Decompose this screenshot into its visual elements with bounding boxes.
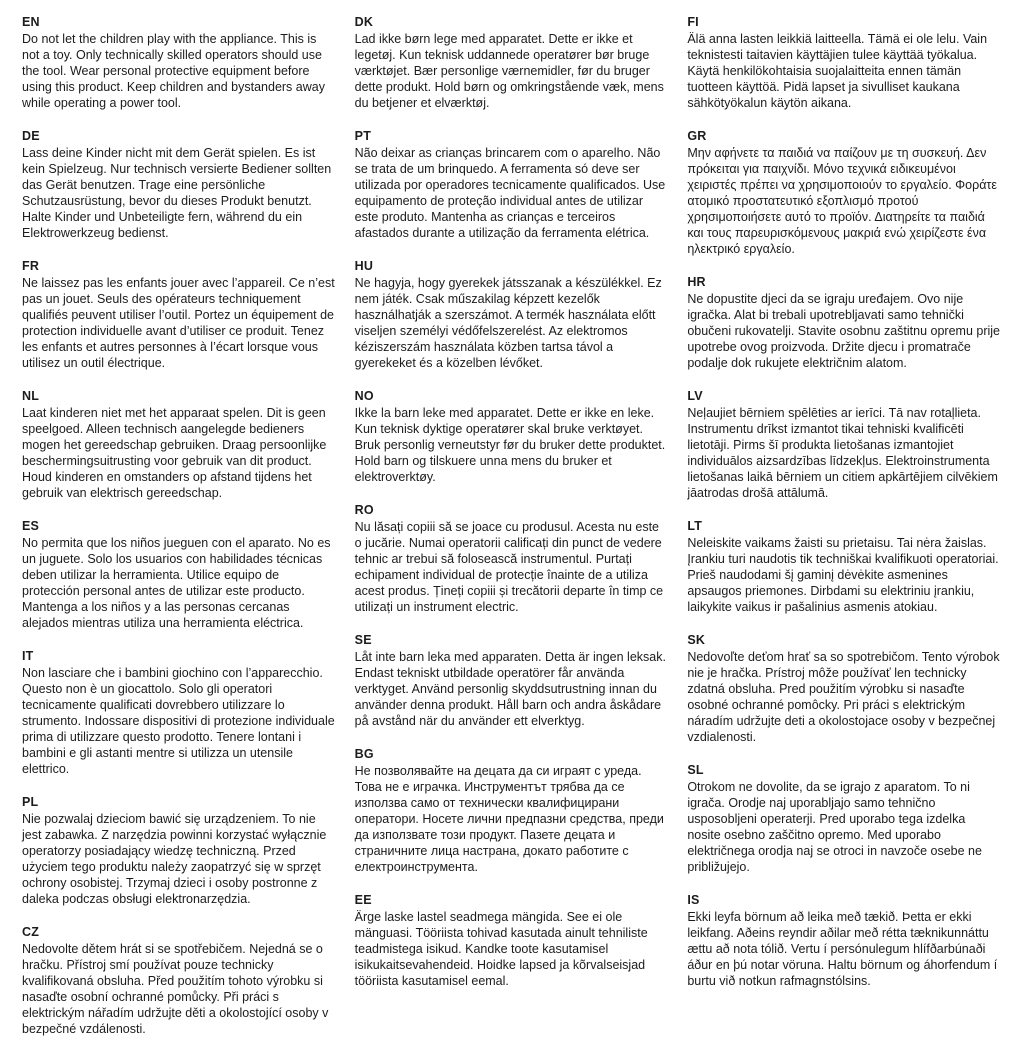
- language-code: IS: [687, 893, 700, 907]
- language-code: PL: [22, 795, 39, 809]
- language-code: FR: [22, 259, 40, 273]
- safety-text: Ne dopustite djeci da se igraju uređajem. Ovo nije igračka. Alat bi trebali upotrebljavati samo tehnički obučeni rukovatelji. Stavite osobnu zaštitnu opremu prije upotrebe ovog proizvoda. Držite djecu i promatrače podalje dok rukujete električnim alatom.: [687, 292, 1001, 370]
- column-3: [687, 14, 1002, 1054]
- language-section-is: [687, 892, 1002, 989]
- language-section-it: [22, 648, 337, 777]
- safety-text: Ärge laske lastel seadmega mängida. See ei ole mänguasi. Tööriista tohivad kasutada ainult tehniliste teadmistega isikud. Kandke toote kasutamisel isikukaitsevahendeid. Hoidke lapsed ja kõrvalseisjad tööriista kasutamisel eemal.: [354, 910, 648, 988]
- safety-text: Ne hagyja, hogy gyerekek játsszanak a készülékkel. Ez nem játék. Csak műszakilag képzett kezelők használhatják a szerszámot. A termék használata előtt viseljen személyi védőfelszerelést. Az elektromos kéziszerszám használata közben tartsa távol a gyerekeket és a közelben lévőket.: [354, 276, 662, 370]
- language-section-pl: [22, 794, 337, 907]
- safety-text: No permita que los niños jueguen con el aparato. No es un juguete. Solo los usuarios con habilidades técnicas deben utilizar la herramienta. Utilice equipo de protección personal antes de utilizar este producto. Mantenga a los niños y a las personas cercanas alejados mientras utiliza una herramienta eléctrica.: [22, 536, 331, 630]
- language-section-cz: [22, 924, 337, 1037]
- language-section-sk: [687, 632, 1002, 745]
- language-code: DK: [354, 15, 374, 29]
- language-code: EE: [354, 893, 372, 907]
- language-code: FI: [687, 15, 699, 29]
- language-section-ro: [355, 502, 670, 615]
- safety-text: Neļaujiet bērniem spēlēties ar ierīci. Tā nav rotaļlieta. Instrumentu drīkst izmantot tikai tehniski kvalificēti lietotāji. Pirms šī produkta lietošanas izmantojiet individuālos aizsardzības līdzekļus. Elektroinstrumenta lietošanas laikā bērniem un citiem apkārtējiem cilvēkiem jāatrodas drošā attālumā.: [687, 406, 998, 500]
- language-code: SL: [687, 763, 704, 777]
- language-code: GR: [687, 129, 707, 143]
- language-section-hr: [687, 274, 1002, 371]
- language-section-ee: [355, 892, 670, 989]
- language-code: SK: [687, 633, 706, 647]
- language-section-de: [22, 128, 337, 241]
- language-code: PT: [354, 129, 372, 143]
- language-code: EN: [22, 15, 40, 29]
- language-code: NO: [354, 389, 374, 403]
- safety-text: Lad ikke børn lege med apparatet. Dette er ikke et legetøj. Kun teknisk uddannede operatører bør bruge værktøjet. Bær personlige værnemidler, før du bruger dette produkt. Hold børn og omkringstående væk, mens du betjener et elværktøj.: [354, 32, 664, 110]
- safety-text: Nie pozwalaj dzieciom bawić się urządzeniem. To nie jest zabawka. Z narzędzia powinni korzystać wyłącznie operatorzy posiadający wiedzę techniczną. Przed użyciem tego produktu należy zaopatrzyć się w sprzęt ochrony osobistej. Trzymaj dzieci i osoby postronne z daleka podczas obsługi elektronarzędzia.: [22, 812, 327, 906]
- language-section-dk: [355, 14, 670, 111]
- safety-text: Non lasciare che i bambini giochino con l’apparecchio. Questo non è un giocattolo. Solo gli operatori tecnicamente qualificati dovrebbero utilizzare lo strumento. Indossare dispositivi di protezione individuale prima di utilizzare questo prodotto. Tenere lontani i bambini e gli astanti mentre si utilizza un utensile elettrico.: [22, 666, 335, 776]
- safety-text: Älä anna lasten leikkiä laitteella. Tämä ei ole lelu. Vain teknistesti taitavien käyttäjien tulee käyttää työkalua. Käytä henkilökohtaisia suojalaitteita ennen tämän tuotteen käyttöä. Pidä lapset ja sivulliset kaukana sähkötyökalun käytön aikana.: [687, 32, 988, 110]
- safety-text: Nu lăsați copiii să se joace cu produsul. Acesta nu este o jucărie. Numai operatorii calificați din punct de vedere tehnic ar trebui să folosească instrumentul. Purtați echipament individual de protecție înainte de a utiliza acest produs. Țineți copiii și trecătorii departe în timp ce utilizați un instrument electric.: [354, 520, 664, 614]
- language-code: BG: [354, 747, 374, 761]
- safety-text: Не позволявайте на децата да си играят с уреда. Това не е играчка. Инструментът трябва да се използва само от технически квалифицирани оператори. Носете лични предпазни средства, преди да използвате този продукт. Пазете децата и страничните лица настрана, докато работите с електроинструмента.: [354, 764, 664, 874]
- safety-text: Lass deine Kinder nicht mit dem Gerät spielen. Es ist kein Spielzeug. Nur technisch versierte Bediener sollten das Gerät benutzen. Trage eine persönliche Schutzausrüstung, bevor du dieses Produkt benutzt. Halte Kinder und Unbeteiligte fern, während du ein Elektrowerkzeug bedienst.: [22, 146, 332, 240]
- language-code: HU: [354, 259, 374, 273]
- safety-text: Μην αφήνετε τα παιδιά να παίζουν με τη συσκευή. Δεν πρόκειται για παιχνίδι. Μόνο τεχνικά ειδικευμένοι χειριστές πρέπει να χρησιμοποιούν το εργαλείο. Φοράτε ατομικό προστατευτικό εξοπλισμό προτού χρησιμοποιήσετε αυτό το προϊόν. Διατηρείτε τα παιδιά και τους παρευρισκόμενους μακριά ενώ χειρίζεστε ένα ηλεκτρικό εργαλείο.: [687, 146, 997, 256]
- safety-text: Ne laissez pas les enfants jouer avec l’appareil. Ce n’est pas un jouet. Seuls des opérateurs techniquement qualifiés peuvent utiliser l’outil. Portez un équipement de protection individuelle avant d’utiliser ce produit. Tenez les enfants et autres personnes à l’écart lorsque vous utilisez un outil électrique.: [22, 276, 335, 370]
- language-code: LT: [687, 519, 703, 533]
- language-section-fi: [687, 14, 1002, 111]
- language-code: DE: [22, 129, 40, 143]
- safety-text: Laat kinderen niet met het apparaat spelen. Dit is geen speelgoed. Alleen technisch aangelegde bedieners mogen het gereedschap gebruiken. Draag persoonlijke beschermingsuitrusting voor gebruik van dit product. Houd kinderen en omstanders op afstand tijdens het gebruik van elektrisch gereedschap.: [22, 406, 327, 500]
- column-1: [22, 14, 337, 1054]
- language-code: SE: [354, 633, 372, 647]
- language-section-lv: [687, 388, 1002, 501]
- safety-text: Nedovoľte deťom hrať sa so spotrebičom. Tento výrobok nie je hračka. Prístroj môže používať len technicky zdatná obsluha. Pred použitím výrobku si nasaďte osobné ochranné pomôcky. Pri práci s elektrickým náradím udržujte deti a okolostojace osoby v bezpečnej vzdialenosti.: [687, 650, 1000, 744]
- language-code: LV: [687, 389, 703, 403]
- safety-text: Do not let the children play with the appliance. This is not a toy. Only technically skilled operators should use the tool. Wear personal protective equipment before using this product. Keep children and bystanders away while operating a power tool.: [22, 32, 325, 110]
- language-code: CZ: [22, 925, 40, 939]
- language-section-en: [22, 14, 337, 111]
- safety-text: Neleiskite vaikams žaisti su prietaisu. Tai nėra žaislas. Įrankiu turi naudotis tik techniškai kvalifikuoti operatoriai. Prieš naudodami šį gaminį dėvėkite asmenines apsaugos priemones. Dirbdami su elektriniu įrankiu, laikykite vaikus ir pašalinius asmenis atokiau.: [687, 536, 999, 614]
- safety-text: Nedovolte dětem hrát si se spotřebičem. Nejedná se o hračku. Přístroj smí používat pouze technicky kvalifikovaná obsluha. Před použitím tohoto výrobku si nasaďte osobní ochranné pomůcky. Při práci s elektrickým nářadím udržujte děti a okolostojící osoby v bezpečné vzdálenosti.: [22, 942, 329, 1036]
- language-section-bg: [355, 746, 670, 875]
- safety-text: Não deixar as crianças brincarem com o aparelho. Não se trata de um brinquedo. A ferramenta só deve ser utilizada por operadores tecnicamente qualificados. Use equipamento de proteção individual antes de utilizar este produto. Mantenha as crianças e terceiros afastados durante a utilização da ferramenta elétrica.: [354, 146, 666, 240]
- language-code: ES: [22, 519, 40, 533]
- language-section-lt: [687, 518, 1002, 615]
- language-section-sl: [687, 762, 1002, 875]
- column-2: [355, 14, 670, 1054]
- language-code: HR: [687, 275, 706, 289]
- language-section-es: [22, 518, 337, 631]
- language-section-gr: [687, 128, 1002, 257]
- language-code: NL: [22, 389, 40, 403]
- language-section-fr: [22, 258, 337, 371]
- safety-text: Låt inte barn leka med apparaten. Detta är ingen leksak. Endast tekniskt utbildade operatörer får använda verktyget. Använd personlig skyddsutrustning innan du använder denna produkt. Håll barn och andra åskådare på avstånd när du använder ett elverktyg.: [354, 650, 666, 728]
- language-section-hu: [355, 258, 670, 371]
- language-code: RO: [354, 503, 374, 517]
- safety-text: Ekki leyfa börnum að leika með tækið. Þetta er ekki leikfang. Aðeins reyndir aðilar með rétta tæknikunnáttu ættu að nota tólið. Vertu í persónulegum hlífðarbúnaði áður en þú notar vöruna. Haltu börnum og áhorfendum í burtu við notkun rafmagnstólsins.: [687, 910, 998, 988]
- safety-text: Otrokom ne dovolite, da se igrajo z aparatom. To ni igrača. Orodje naj uporabljajo samo tehnično usposobljeni operaterji. Pred uporabo tega izdelka nosite osebno zaščitno opremo. Med uporabo električnega orodja naj se otroci in navzoče osebe ne približujejo.: [687, 780, 982, 874]
- language-section-no: [355, 388, 670, 485]
- language-section-se: [355, 632, 670, 729]
- safety-text: Ikke la barn leke med apparatet. Dette er ikke en leke. Kun teknisk dyktige operatører skal bruke verktøyet. Bruk personlig verneutstyr før du bruker dette produktet. Hold barn og tilskuere unna mens du bruker et elektroverktøy.: [354, 406, 666, 484]
- language-section-nl: [22, 388, 337, 501]
- language-section-pt: [355, 128, 670, 241]
- language-code: IT: [22, 649, 34, 663]
